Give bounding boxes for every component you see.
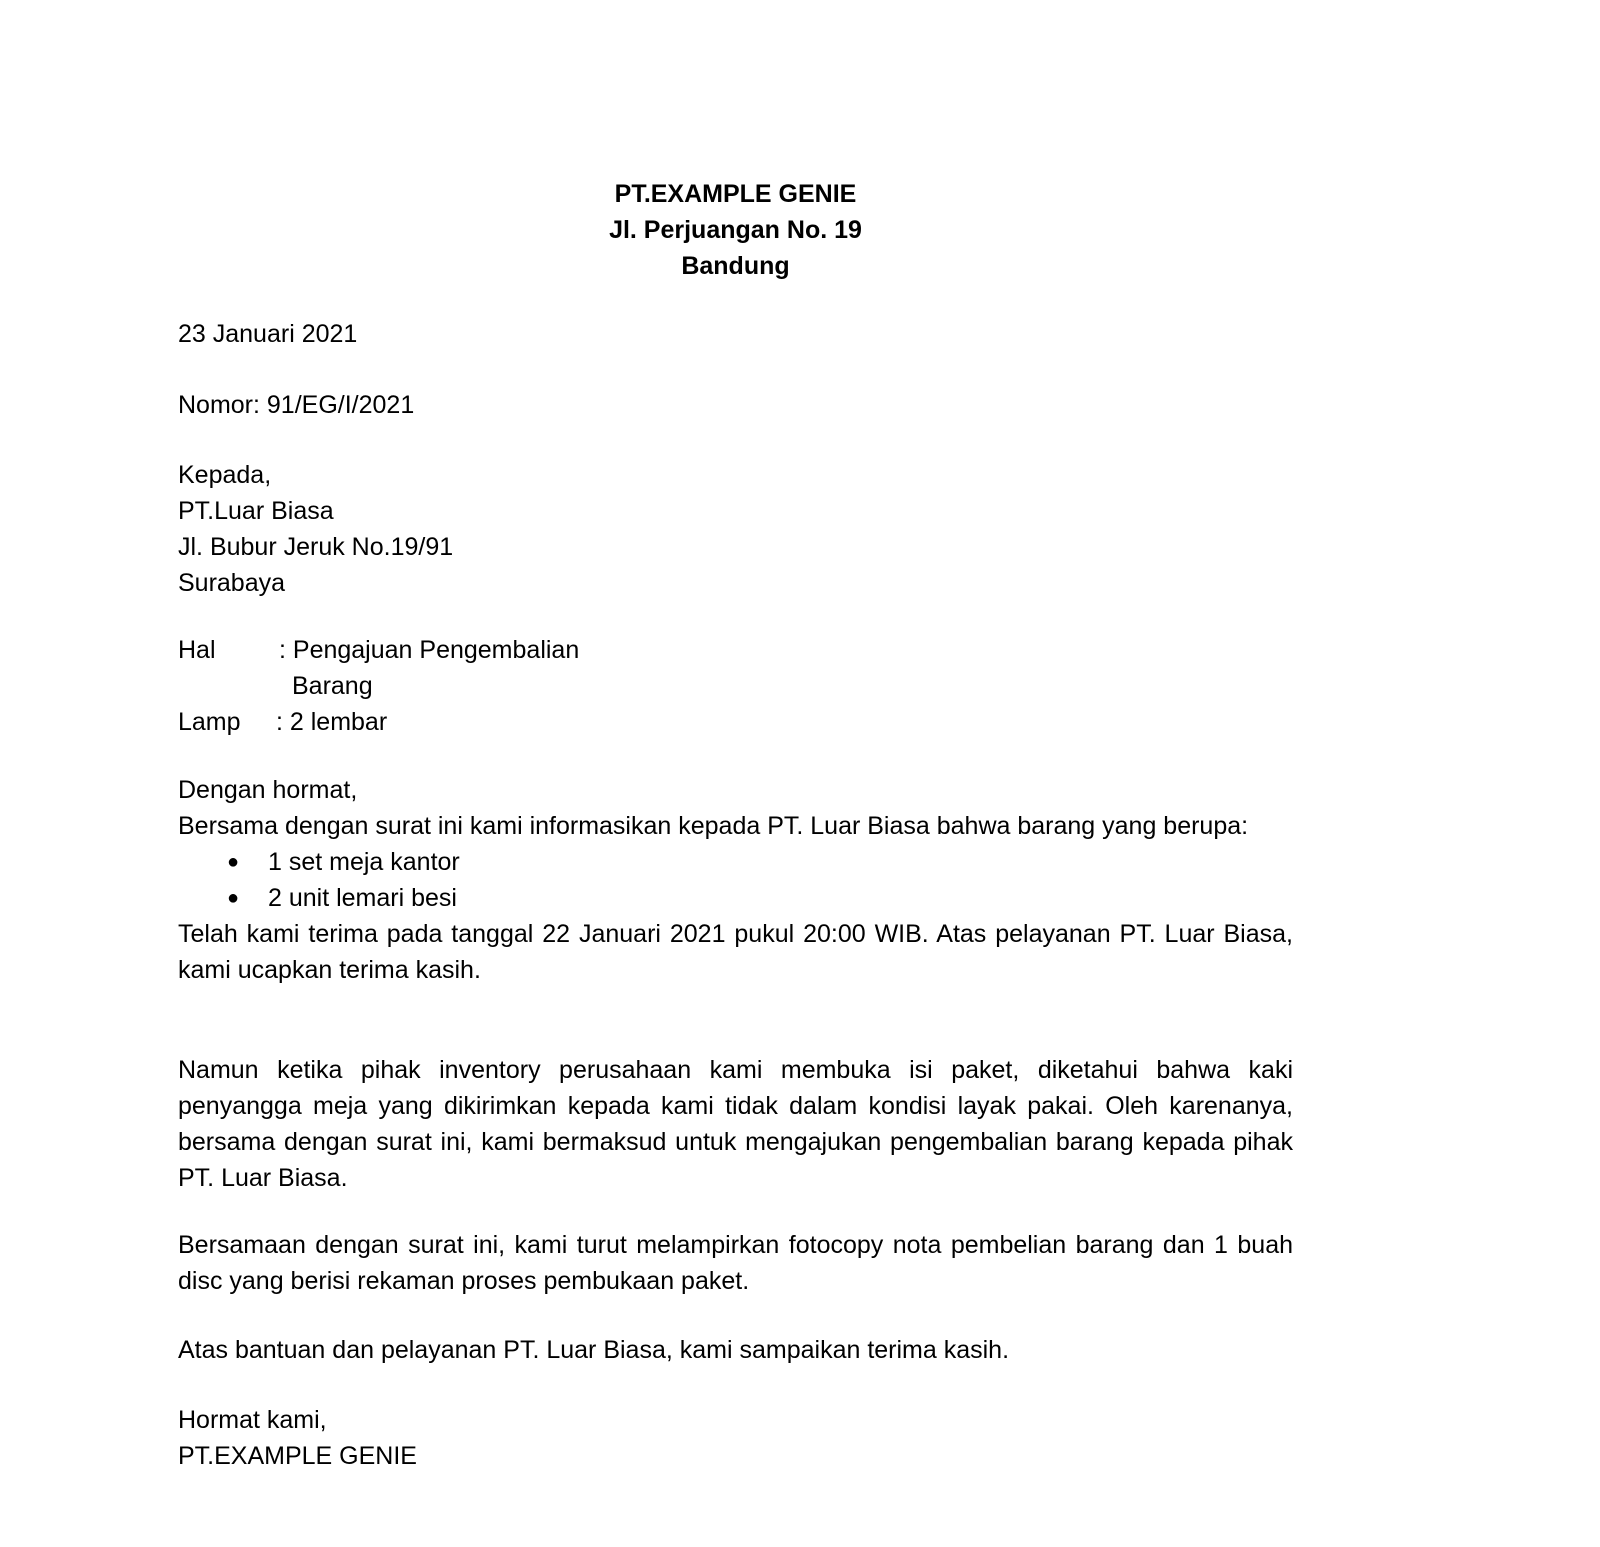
- recipient-company: PT.Luar Biasa: [178, 497, 334, 525]
- subject-value-continued: Barang: [292, 672, 373, 700]
- attachment-value: : 2 lembar: [276, 708, 388, 736]
- closing-block: [178, 1402, 1293, 1474]
- recipient-address: Jl. Bubur Jeruk No.19/91: [178, 533, 454, 561]
- recipient-city: Surabaya: [178, 569, 286, 597]
- letterhead-address: Jl. Perjuangan No. 19: [609, 216, 862, 244]
- received-paragraph: Telah kami terima pada tanggal 22 Januari 2021 pukul 20:00 WIB. Atas pelayanan PT. Luar Biasa, kami ucapkan terima kasih.: [178, 920, 1293, 984]
- letter-number: Nomor: 91/EG/I/2021: [178, 391, 415, 419]
- issue-paragraph: Namun ketika pihak inventory perusahaan kami membuka isi paket, diketahui bahwa kaki penyangga meja yang dikirimkan kepada kami tidak dalam kondisi layak pakai. Oleh karenanya, bersama dengan surat ini, kami bermaksud untuk mengajukan pengembalian barang kepada pihak PT. Luar Biasa.: [178, 1056, 1293, 1192]
- recipient-block: [178, 457, 1293, 601]
- subject-row: [178, 632, 1293, 668]
- letterhead: [178, 176, 1293, 284]
- attachment-row: [178, 704, 1293, 740]
- subject-label: Hal: [178, 636, 216, 664]
- letterhead-city: Bandung: [681, 252, 790, 280]
- thanks-paragraph: Atas bantuan dan pelayanan PT. Luar Biasa, kami sampaikan terima kasih.: [178, 1336, 1010, 1364]
- closing-signatory: PT.EXAMPLE GENIE: [178, 1442, 417, 1470]
- body-opening: [178, 772, 1293, 988]
- list-item: [178, 880, 1293, 916]
- meta-block: [178, 632, 1293, 740]
- closing-regards: Hormat kami,: [178, 1406, 327, 1434]
- letterhead-company: PT.EXAMPLE GENIE: [614, 180, 857, 208]
- greeting: Dengan hormat,: [178, 776, 358, 804]
- subject-row-continued: [178, 668, 1293, 704]
- intro-paragraph: Bersama dengan surat ini kami informasikan kepada PT. Luar Biasa bahwa barang yang berupa:: [178, 812, 1249, 840]
- letter-date: 23 Januari 2021: [178, 320, 358, 348]
- bullet-icon: ●: [227, 851, 240, 873]
- list-item: [178, 844, 1293, 880]
- attachment-label: Lamp: [178, 708, 241, 736]
- subject-value: : Pengajuan Pengembalian: [279, 636, 580, 664]
- list-item-text: 2 unit lemari besi: [268, 884, 457, 912]
- attachments-paragraph: Bersamaan dengan surat ini, kami turut melampirkan fotocopy nota pembelian barang dan 1 buah disc yang berisi rekaman proses pembukaan paket.: [178, 1231, 1293, 1295]
- item-list: [178, 844, 1293, 916]
- recipient-salutation: Kepada,: [178, 461, 272, 489]
- bullet-icon: ●: [227, 887, 240, 909]
- list-item-text: 1 set meja kantor: [268, 848, 460, 876]
